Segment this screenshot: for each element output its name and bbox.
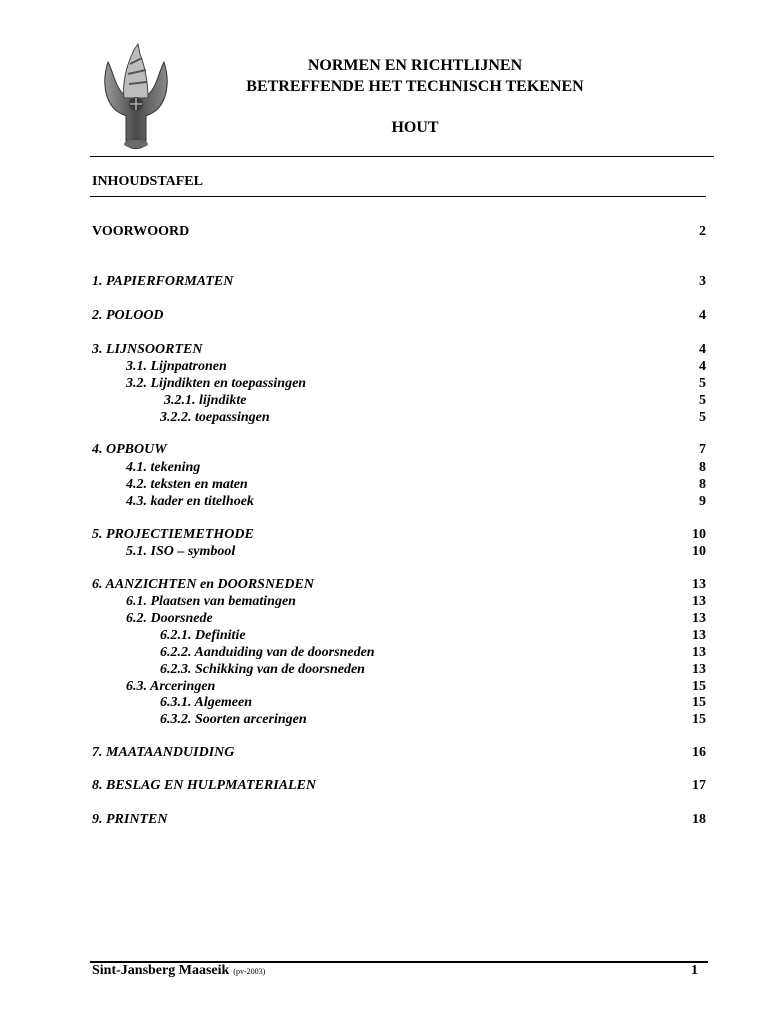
toc-entry: 9. PRINTEN 18 bbox=[92, 812, 706, 827]
footer-school bbox=[92, 963, 265, 979]
footer-note: (pv-2003) bbox=[233, 967, 266, 976]
toc-entry: 3.2. Lijndikten en toepassingen 5 bbox=[126, 376, 706, 391]
toc-entry: 5.1. ISO – symbool 10 bbox=[126, 544, 706, 559]
toc-entry: VOORWOORD 2 bbox=[92, 224, 706, 239]
toc-entry: 6.2.3. Schikking van de doorsneden 13 bbox=[160, 662, 706, 677]
toc-entry: 2. POLOOD 4 bbox=[92, 308, 706, 323]
toc-entry: 6. AANZICHTEN en DOORSNEDEN 13 bbox=[92, 577, 706, 592]
toc-heading-divider bbox=[90, 196, 706, 197]
header-divider bbox=[90, 156, 714, 157]
document-title-line2: BETREFFENDE HET TECHNISCH TEKENEN bbox=[246, 78, 584, 95]
toc-entry: 3. LIJNSOORTEN 4 bbox=[92, 342, 706, 357]
footer-school-name: Sint-Jansberg Maaseik bbox=[92, 963, 230, 978]
page-number: 1 bbox=[691, 963, 698, 978]
toc-entry: 6.2.1. Definitie 13 bbox=[160, 628, 706, 643]
toc-entry: 4.1. tekening 8 bbox=[126, 460, 706, 475]
document-subject: HOUT bbox=[391, 119, 439, 136]
school-logo bbox=[100, 40, 172, 152]
toc-entry: 3.2.2. toepassingen 5 bbox=[160, 410, 706, 425]
document-title-line1: NORMEN EN RICHTLIJNEN bbox=[307, 57, 523, 74]
toc-entry: 6.3.2. Soorten arceringen 15 bbox=[160, 712, 706, 727]
toc-entry: 6.1. Plaatsen van bematingen 13 bbox=[126, 594, 706, 609]
toc-entry: 4. OPBOUW 7 bbox=[92, 442, 706, 457]
toc-entry: 6.2.2. Aanduiding van de doorsneden 13 bbox=[160, 645, 706, 660]
toc-entry: 7. MAATAANDUIDING 16 bbox=[92, 745, 706, 760]
toc-entry: 6.3. Arceringen 15 bbox=[126, 679, 706, 694]
toc-entry: 6.2. Doorsnede 13 bbox=[126, 611, 706, 626]
toc-entry: 8. BESLAG EN HULPMATERIALEN 17 bbox=[92, 778, 706, 793]
toc-heading: INHOUDSTAFEL bbox=[92, 174, 203, 189]
toc-entry: 3.2.1. lijndikte 5 bbox=[164, 393, 706, 408]
toc-entry: 1. PAPIERFORMATEN 3 bbox=[92, 274, 706, 289]
toc-entry: 3.1. Lijnpatronen 4 bbox=[126, 359, 706, 374]
toc-entry: 5. PROJECTIEMETHODE 10 bbox=[92, 527, 706, 542]
toc-entry: 4.3. kader en titelhoek 9 bbox=[126, 494, 706, 509]
toc-entry: 4.2. teksten en maten 8 bbox=[126, 477, 706, 492]
toc-entry: 6.3.1. Algemeen 15 bbox=[160, 695, 706, 710]
